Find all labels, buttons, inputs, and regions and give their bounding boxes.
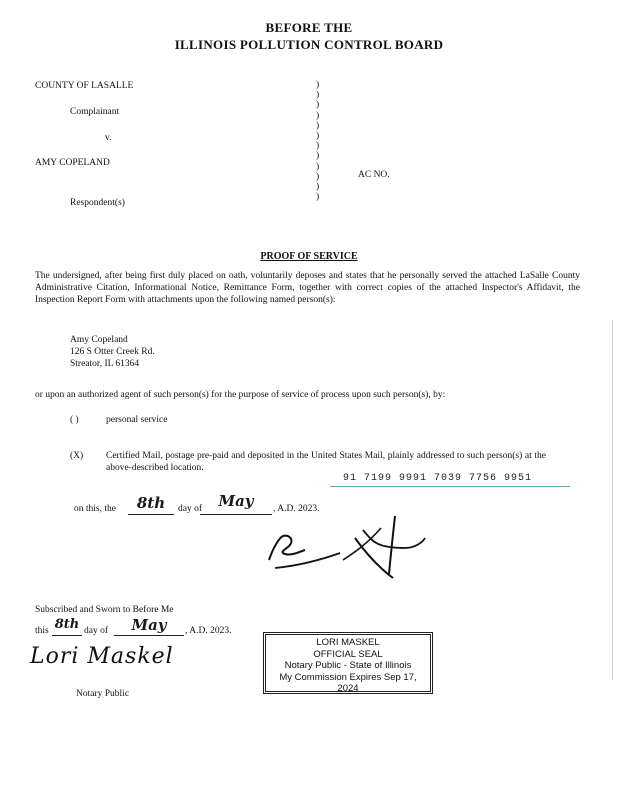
notary-signature: Lori Maskel bbox=[30, 644, 174, 669]
notary-year: , A.D. 2023. bbox=[185, 626, 232, 636]
notary-day-of: day of bbox=[84, 626, 109, 636]
header-title-line2: ILLINOIS POLLUTION CONTROL BOARD bbox=[174, 37, 444, 52]
notary-month-handwritten: May bbox=[114, 616, 184, 636]
option-mail-checkbox: (X) bbox=[70, 451, 84, 461]
address-name: Amy Copeland bbox=[70, 335, 128, 345]
complainant-name: COUNTY OF LASALLE bbox=[35, 81, 134, 91]
service-month-handwritten: May bbox=[200, 492, 272, 515]
service-date-prefix: on this, the bbox=[74, 504, 116, 514]
option-personal-checkbox: ( ) bbox=[70, 415, 79, 425]
subscribed-sworn-text: Subscribed and Sworn to Before Me bbox=[35, 605, 174, 615]
address-city: Streator, IL 61364 bbox=[70, 359, 140, 369]
notary-public-label: Notary Public bbox=[76, 689, 130, 699]
agent-text: or upon an authorized agent of such person(s) for the purpose of service of process upon such person(s), by: bbox=[35, 390, 446, 400]
seal-line-expiry: My Commission Expires Sep 17, 2024 bbox=[279, 671, 417, 694]
service-year: , A.D. 2023. bbox=[273, 504, 320, 514]
versus-label: v. bbox=[105, 133, 112, 143]
server-signature bbox=[255, 508, 430, 583]
notary-this-label: this bbox=[35, 626, 49, 636]
scan-edge-line bbox=[612, 320, 613, 680]
official-seal bbox=[263, 632, 433, 694]
case-number-label: AC NO. bbox=[358, 170, 390, 180]
complainant-label: Complainant bbox=[70, 107, 120, 117]
caption-bracket: ) ) ) ) ) ) ) ) ) ) ) ) bbox=[316, 80, 320, 203]
tracking-number: 91 7199 9991 7039 7756 9951 bbox=[343, 473, 533, 484]
service-day-of: day of bbox=[178, 504, 203, 514]
respondent-name: AMY COPELAND bbox=[35, 158, 110, 168]
seal-line-name: LORI MASKEL bbox=[316, 637, 380, 648]
notary-day-handwritten: 8th bbox=[52, 617, 82, 636]
service-day-handwritten: 8th bbox=[128, 494, 174, 515]
option-mail-label: Certified Mail, postage pre-paid and deposited in the United States Mail, plainly addressed to such person(s) at the above-described location. bbox=[106, 451, 546, 473]
seal-line-state: Notary Public - State of Illinois bbox=[284, 660, 412, 671]
tracking-underline bbox=[330, 486, 570, 487]
address-street: 126 S Otter Creek Rd. bbox=[70, 347, 155, 357]
respondent-label: Respondent(s) bbox=[70, 198, 125, 208]
address-block bbox=[70, 334, 155, 370]
header-title-line1: BEFORE THE bbox=[265, 20, 353, 35]
intro-paragraph: The undersigned, after being first duly placed on oath, voluntarily deposes and states that he personally served the attached LaSalle County Administrative Citation, Informational Notice, Remittance Form, together with correct copies of the attached Inspector's Affidavit, the Inspection Report Form with attachments upon the following named person(s): bbox=[35, 271, 580, 305]
proof-title: PROOF OF SERVICE bbox=[260, 251, 358, 262]
option-personal-label: personal service bbox=[106, 415, 168, 425]
seal-line-title: OFFICIAL SEAL bbox=[313, 648, 383, 660]
